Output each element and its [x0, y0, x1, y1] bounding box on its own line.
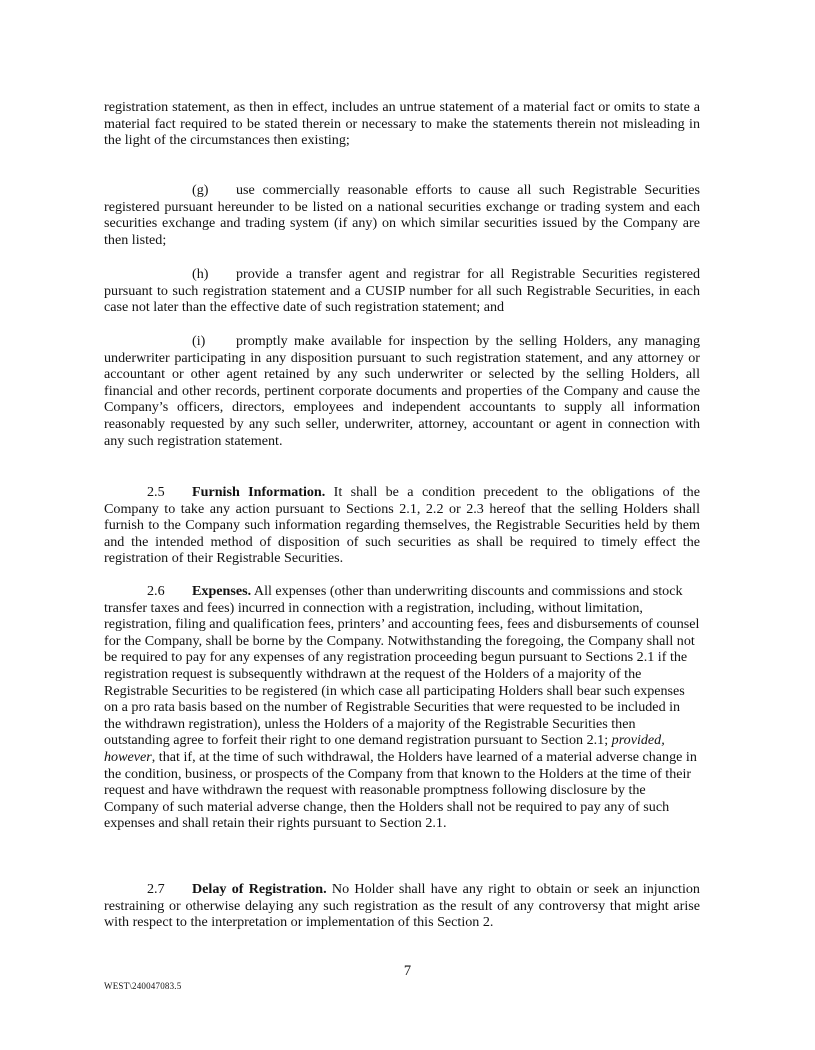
section-heading: Furnish Information.: [192, 484, 326, 500]
section-heading: Expenses.: [192, 583, 252, 599]
clause-label: (g): [192, 182, 209, 198]
section-text: , that if, at the time of such withdrawal, the Holders have learned of a material adverse change in the condition, business, or prospects of the Company from that known to the Holders at the time of their request and have withdrawn the request with reasonable promptness following disclosure by the Company of such material adverse change, then the Holders shall not be required to pay any of such expenses and shall retain their rights pursuant to Section 2.1.: [104, 748, 697, 832]
paragraph-continuation: [104, 99, 700, 149]
section-number: 2.6: [147, 583, 165, 599]
document-id: WEST\240047083.5: [104, 981, 182, 991]
section-2-7: [104, 881, 700, 931]
section-text-italic: provided, however: [104, 732, 665, 765]
clause-text: promptly make available for inspection by the selling Holders, any managing underwriter participating in any disposition pursuant to such registration statement, and any attorney or accountant or other agent retained by any such underwriter or selected by the selling Holders, all financial and other records, pertinent corporate documents and properties of the Company and cause the Company’s officers, directors, employees and independent accountants to supply all information reasonably requested by any such seller, underwriter, attorney, accountant or agent in connection with any such registration statement.: [104, 333, 700, 449]
clause-text: provide a transfer agent and registrar for all Registrable Securities registered pursuant to such registration statement and a CUSIP number for all such Registrable Securities, in each case not later than the effective date of such registration statement; and: [104, 266, 700, 316]
section-text: No Holder shall have any right to obtain or seek an injunction restraining or otherwise delaying any such registration as the result of any controversy that might arise with respect to the interpretation or implementation of this Section 2.: [104, 881, 700, 931]
clause-label: (h): [192, 266, 209, 282]
section-text: It shall be a condition precedent to the obligations of the Company to take any action pursuant to Sections 2.1, 2.2 or 2.3 hereof that the selling Holders shall furnish to the Company such information regarding themselves, the Registrable Securities held by them and the intended method of disposition of such securities as shall be required to timely effect the registration of their Registrable Securities.: [104, 484, 700, 567]
clause-h: [104, 266, 700, 316]
clause-i: [104, 333, 700, 449]
clause-g: [104, 182, 700, 248]
section-number: 2.7: [147, 881, 165, 897]
section-2-5: [104, 484, 700, 567]
section-2-6: [104, 583, 700, 832]
paragraph-text: registration statement, as then in effect, includes an untrue statement of a material fact or omits to state a material fact required to be stated therein or necessary to make the statements therein not misleading in the light of the circumstances then existing;: [104, 99, 700, 149]
clause-text: use commercially reasonable efforts to cause all such Registrable Securities registered pursuant hereunder to be listed on a national securities exchange or trading system and each securities exchange and trading system (if any) on which similar securities issued by the Company are then listed;: [104, 182, 700, 248]
section-heading: Delay of Registration.: [192, 881, 327, 897]
page-number: 7: [403, 963, 412, 979]
section-number: 2.5: [147, 484, 165, 500]
clause-label: (i): [192, 333, 206, 349]
section-text: All expenses (other than underwriting discounts and commissions and stock transfer taxes and fees) incurred in connection with a registration, including, without limitation, registration, filing and qualification fees, printers’ and accounting fees, fees and disbursements of counsel for the Company, shall be borne by the Company. Notwithstanding the foregoing, the Company shall not be required to pay for any expenses of any registration proceeding begun pursuant to Sections 2.1 if the registration request is subsequently withdrawn at the request of the Holders of a majority of the Registrable Securities to be registered (in which case all participating Holders shall bear such expenses on a pro rata basis based on the number of Registrable Securities that were requested to be included in the withdrawn registration), unless the Holders of a majority of the Registrable Securities then outstanding agree to forfeit their right to one demand registration pursuant to Section 2.1;: [104, 583, 700, 749]
